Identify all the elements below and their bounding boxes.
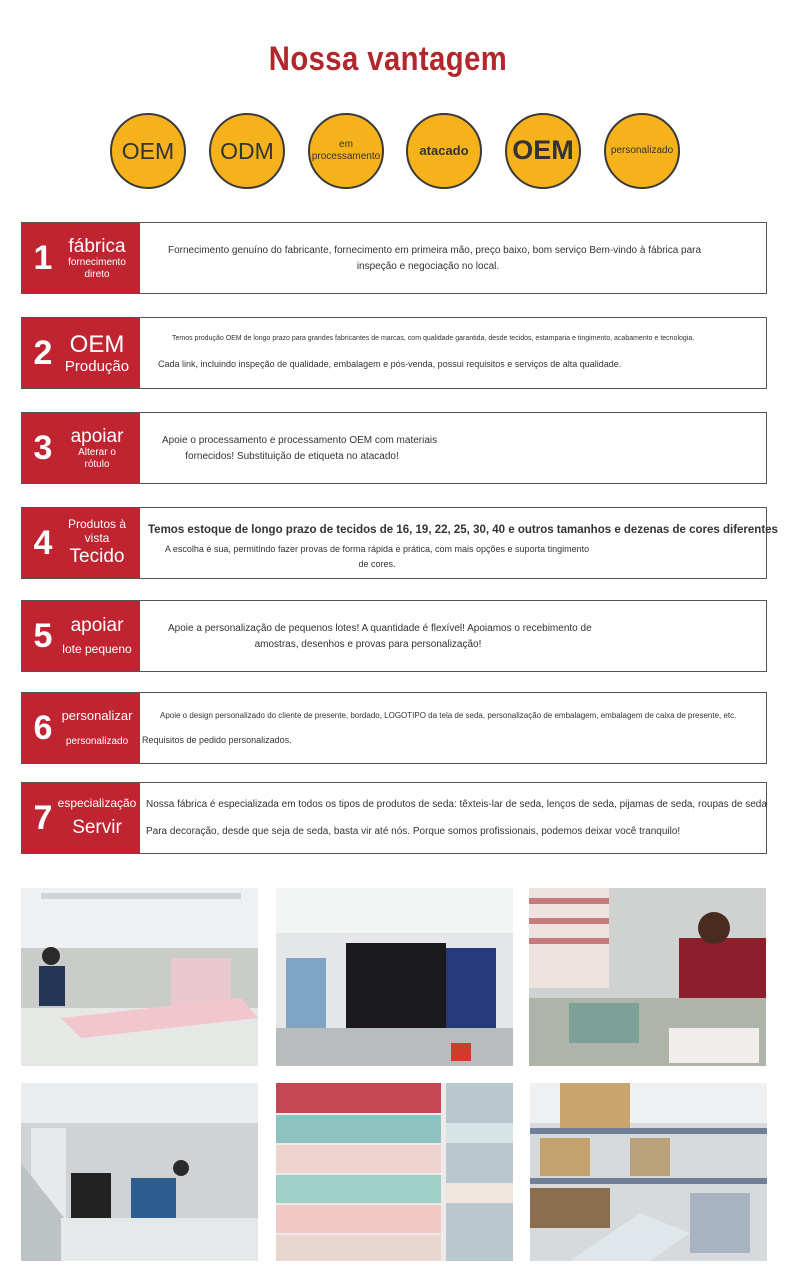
badge-oem-2 [505, 113, 581, 189]
label-line: lote pequeno [62, 642, 132, 657]
item-description: Requisitos de pedido personalizados. [142, 735, 292, 745]
label-line: especialização [57, 796, 137, 811]
item-number: 3 [33, 428, 53, 467]
item-description: inspeção e negociação no local. [356, 261, 500, 272]
label-line: apoiar [70, 425, 124, 447]
advantage-label-block [22, 223, 140, 293]
label-line: Servir [72, 816, 122, 838]
item-number: 5 [33, 616, 53, 655]
badge-customized [604, 113, 680, 189]
label-line: OEM [69, 330, 125, 358]
advantage-item-5 [21, 600, 767, 672]
item-number: 2 [33, 333, 53, 372]
advantage-label-block [22, 413, 140, 483]
label-line: apoiar [70, 615, 124, 637]
item-description: Para decoração, desde que seja de seda, basta vir até nós. Porque somos profissionais, podemos deixar você tranquilo! [146, 826, 681, 837]
item-description: Nossa fábrica é especializada em todos os tipos de produtos de seda: têxteis-lar de seda, lenços de seda, pijamas de seda, roupas de seda [146, 799, 767, 810]
label-line: Produção [64, 358, 130, 376]
item-description: Temos estoque de longo prazo de tecidos de 16, 19, 22, 25, 30, 40 e outros tamanhos e dezenas de cores diferentes [148, 524, 778, 536]
item-number: 6 [33, 708, 53, 747]
factory-photo-garments [276, 888, 513, 1066]
advantage-label-block [22, 318, 140, 388]
advantage-item-3 [21, 412, 767, 484]
badge-oem [110, 113, 186, 189]
badge-oem-2-label: OEM [512, 135, 574, 166]
label-line: rótulo [84, 458, 110, 470]
item-description: amostras, desenhos e provas para personalização! [254, 639, 482, 650]
item-description: de cores. [358, 559, 396, 569]
label-line: personalizar [61, 707, 133, 723]
badge-wholesale-label: atacado [419, 142, 469, 158]
item-description: Apoie a personalização de pequenos lotes! A quantidade é flexível! Apoiamos o recebimento de [168, 623, 592, 634]
advantage-label-block [22, 783, 140, 853]
label-line: personalizado [65, 735, 129, 747]
item-description: Cada link, incluindo inspeção de qualidade, embalagem e pós-venda, possui requisitos e serviços de alta qualidade. [158, 359, 622, 369]
label-line: Produtos à [67, 517, 127, 532]
factory-photo-cutting-machine [21, 1083, 258, 1261]
label-line: Alterar o [78, 447, 116, 459]
factory-photo-packaging [529, 888, 766, 1066]
badge-processing-label: em processamento [311, 138, 381, 162]
item-description: Fornecimento genuíno do fabricante, fornecimento em primeira mão, preço baixo, bom serviço Bem-vindo à fábrica para [168, 245, 702, 256]
badge-odm [209, 113, 285, 189]
item-description: Apoie o processamento e processamento OEM com materiais [162, 435, 438, 446]
item-description: A escolha é sua, permitindo fazer provas de forma rápida e prática, com mais opções e suporta tingimento [164, 544, 590, 554]
advantage-item-4 [21, 507, 778, 579]
badge-wholesale [406, 113, 482, 189]
advantage-item-7 [21, 782, 767, 854]
item-description: Temos produção OEM de longo prazo para grandes fabricantes de marcas, com qualidade garantida, desde tecidos, estamparia e tingimento, acabamento e tecnologia. [172, 335, 695, 342]
label-line: vista [84, 531, 110, 546]
advantage-label-block [22, 508, 140, 578]
label-line: direto [84, 268, 110, 280]
item-number: 1 [33, 238, 53, 277]
badge-odm-label: ODM [220, 137, 274, 164]
factory-photo-cutting [21, 888, 258, 1066]
advantage-item-2 [21, 317, 767, 389]
label-line: fornecimento [68, 257, 126, 269]
factory-photo-warehouse [530, 1083, 767, 1261]
item-description: fornecidos! Substituição de etiqueta no atacado! [185, 451, 399, 462]
label-line: fábrica [68, 235, 126, 257]
item-number: 4 [33, 523, 53, 562]
label-line: Tecido [69, 545, 125, 567]
item-number: 7 [33, 798, 53, 837]
advantage-item-1 [21, 222, 767, 294]
advantage-label-block [22, 693, 140, 763]
badge-customized-label: personalizado [610, 144, 674, 156]
badge-oem-label: OEM [121, 137, 175, 164]
item-description: Apoie o design personalizado do cliente de presente, bordado, LOGOTIPO da tela de seda, personalização de embalagem, embalagem de caixa de presente, etc. [160, 711, 737, 720]
badge-processing [308, 113, 384, 189]
factory-photo-towel-rack [276, 1083, 513, 1261]
page-title: Nossa vantagem [268, 40, 508, 78]
advantage-label-block [22, 601, 140, 671]
advantage-item-6 [21, 692, 767, 764]
